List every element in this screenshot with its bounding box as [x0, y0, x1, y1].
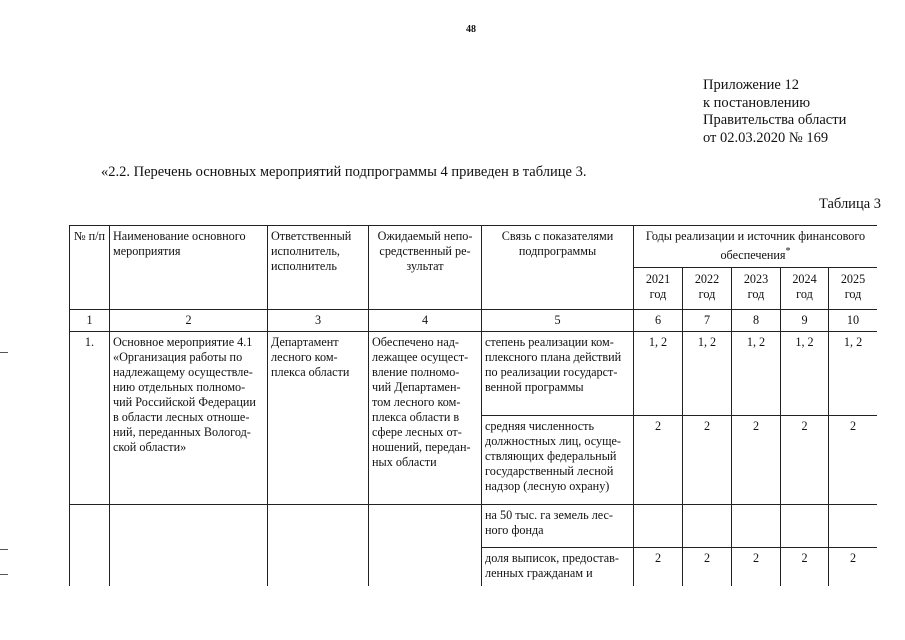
indicator-value: 2	[732, 416, 781, 505]
measure-name-empty	[110, 505, 268, 586]
margin-mark	[0, 352, 8, 353]
column-number: 9	[781, 310, 829, 332]
indicator-value: 1, 2	[829, 332, 878, 416]
appendix-line: к постановлению	[703, 94, 811, 111]
column-number: 4	[369, 310, 482, 332]
row-number-empty	[70, 505, 110, 586]
indicator-value	[732, 505, 781, 548]
measure-expected-result: Обеспечено над-лежащее осущест-вление полномо-чий Департамен-том лесного ком-плекса области в сфере лесных от-ношений, передан-ных области	[369, 332, 482, 505]
indicator-value: 2	[829, 416, 878, 505]
measures-table-wrapper	[69, 225, 877, 595]
margin-mark	[0, 549, 8, 550]
column-number: 7	[683, 310, 732, 332]
indicator-value: 2	[732, 548, 781, 586]
header-year: 2023 год	[732, 268, 781, 310]
intro-text: «2.2. Перечень основных мероприятий подпрограммы 4 приведен в таблице 3.	[101, 164, 587, 180]
header-years-group	[634, 226, 878, 268]
table-caption: Таблица 3	[819, 196, 882, 212]
column-number: 2	[110, 310, 268, 332]
indicator-value: 1, 2	[781, 332, 829, 416]
column-number: 10	[829, 310, 878, 332]
indicator-value: 2	[634, 548, 683, 586]
measure-expected-empty	[369, 505, 482, 586]
indicator-value: 2	[683, 548, 732, 586]
appendix-line: от 02.03.2020 № 169	[703, 129, 829, 146]
indicator-value: 1, 2	[634, 332, 683, 416]
indicator-value	[829, 505, 878, 548]
page-number: 48	[466, 24, 476, 35]
indicator-text: доля выписок, предостав-ленных гражданам и	[482, 548, 634, 586]
indicator-value: 1, 2	[732, 332, 781, 416]
indicator-value: 2	[634, 416, 683, 505]
measures-table	[69, 225, 877, 586]
row-number: 1.	[70, 332, 110, 505]
header-num: № п/п	[70, 226, 110, 310]
appendix-line: Правительства области	[703, 112, 847, 128]
header-expected: Ожидаемый непо-средственный ре-зультат	[369, 226, 482, 310]
indicator-value	[781, 505, 829, 548]
header-year: 2024 год	[781, 268, 829, 310]
column-number: 8	[732, 310, 781, 332]
column-number: 6	[634, 310, 683, 332]
indicator-value	[634, 505, 683, 548]
indicator-text: степень реализации ком-плексного плана действий по реализации государст-венной программы	[482, 332, 634, 416]
measure-responsible: Департамент лесного ком-плекса области	[268, 332, 369, 505]
margin-mark	[0, 574, 8, 575]
column-number: 1	[70, 310, 110, 332]
indicator-text: средняя численность должностных лиц, осуще-ствляющих федеральный государственный лесной надзор (лесную охрану)	[482, 416, 634, 505]
header-name: Наименование основного мероприятия	[110, 226, 268, 310]
header-year: 2021 год	[634, 268, 683, 310]
indicator-value: 2	[683, 416, 732, 505]
indicator-value: 2	[781, 416, 829, 505]
indicator-value: 1, 2	[683, 332, 732, 416]
indicator-value: 2	[781, 548, 829, 586]
column-number: 5	[482, 310, 634, 332]
appendix-line: Приложение 12	[703, 77, 799, 93]
header-link: Связь с показателями подпрограммы	[482, 226, 634, 310]
header-years-group-text: Годы реализации и источник финансового обеспечения	[645, 229, 866, 263]
measure-responsible-empty	[268, 505, 369, 586]
column-number: 3	[268, 310, 369, 332]
measure-name: Основное мероприятие 4.1 «Организация работы по надлежащему осуществле-нию отдельных полномо-чий Российской Федерации в области лесных отноше-ний, переданных Вологод-ской области»	[110, 332, 268, 505]
appendix-block	[703, 77, 846, 147]
indicator-value: 2	[829, 548, 878, 586]
indicator-value	[683, 505, 732, 548]
header-year: 2022 год	[683, 268, 732, 310]
header-responsible: Ответственный исполнитель, исполнитель	[268, 226, 369, 310]
footnote-mark: *	[785, 246, 791, 257]
indicator-text: на 50 тыс. га земель лес-ного фонда	[482, 505, 634, 548]
header-year: 2025 год	[829, 268, 878, 310]
